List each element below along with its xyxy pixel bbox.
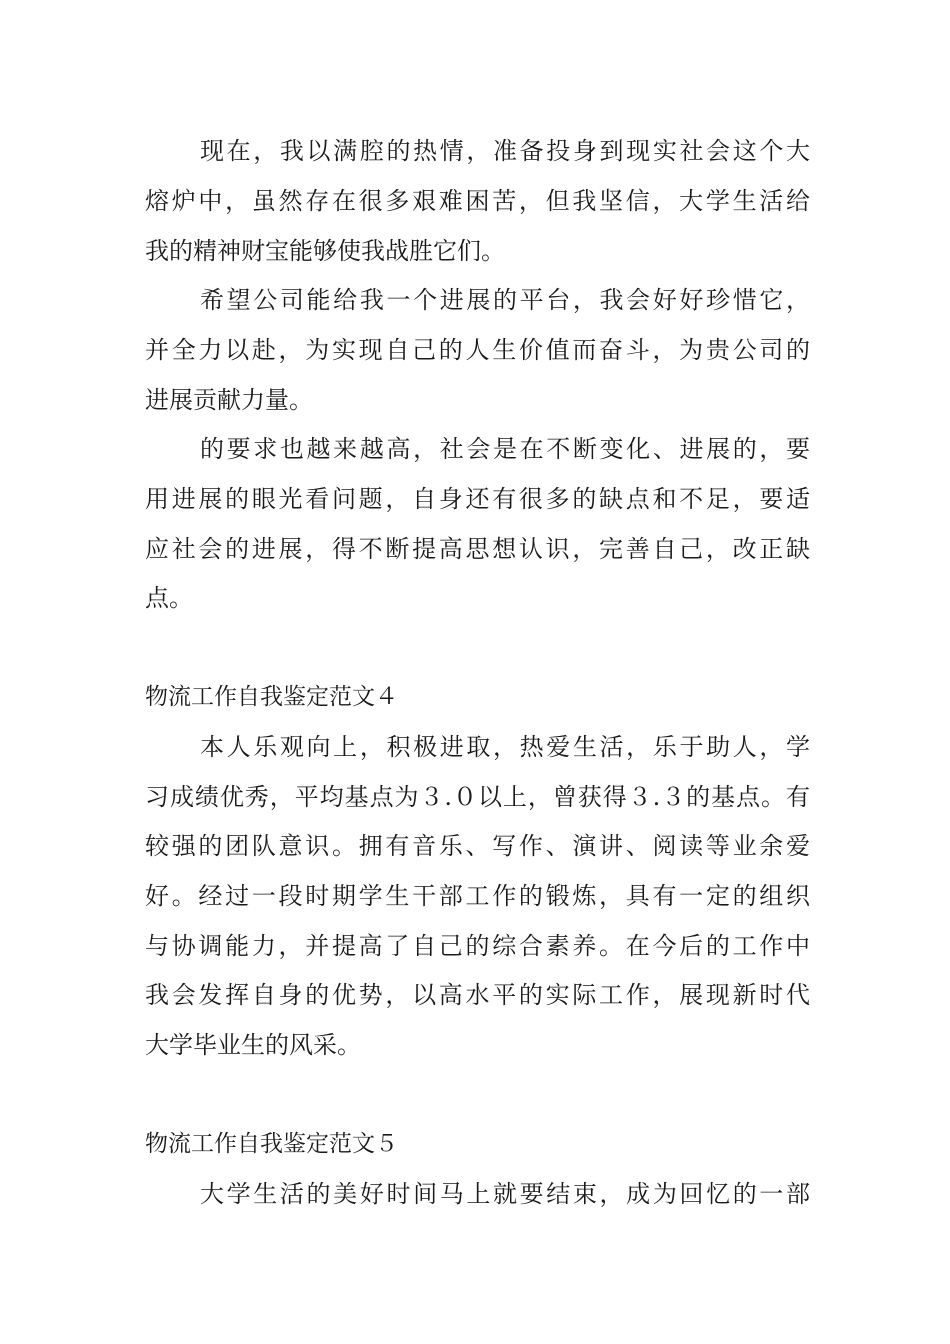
section-heading: 物流工作自我鉴定范文５	[145, 1131, 398, 1157]
paragraph-line: 希望公司能给我一个进展的平台，我会好好珍惜它，	[200, 286, 810, 314]
paragraph-line: 大学生活的美好时间马上就要结束，成为回忆的一部	[200, 1180, 810, 1208]
paragraph-line: 用进展的眼光看问题，自身还有很多的缺点和不足，要适	[145, 485, 810, 513]
paragraph-line: 熔炉中，虽然存在很多艰难困苦，但我坚信，大学生活给	[145, 187, 810, 215]
paragraph-line: 现在，我以满腔的热情，准备投身到现实社会这个大	[200, 137, 810, 165]
paragraph-line: 进展贡献力量。	[145, 386, 313, 414]
paragraph-line: 本人乐观向上，积极进取，热爱生活，乐于助人，学	[200, 733, 810, 761]
paragraph-line: 好。经过一段时期学生干部工作的锻炼，具有一定的组织	[145, 882, 810, 910]
paragraph-line: 的要求也越来越高，社会是在不断变化、进展的，要	[200, 435, 810, 463]
paragraph-line: 大学毕业生的风采。	[145, 1031, 361, 1059]
paragraph-line: 与协调能力，并提高了自己的综合素养。在今后的工作中	[145, 932, 810, 960]
paragraph-line: 较强的团队意识。拥有音乐、写作、演讲、阅读等业余爱	[145, 832, 810, 860]
section-heading: 物流工作自我鉴定范文４	[145, 684, 398, 710]
paragraph-line: 我会发挥自身的优势，以高水平的实际工作，展现新时代	[145, 981, 810, 1009]
paragraph-line: 应社会的进展，得不断提高思想认识，完善自己，改正缺	[145, 535, 810, 563]
paragraph-line: 习成绩优秀，平均基点为３.０以上，曾获得３.３的基点。有	[145, 783, 810, 811]
paragraph-line: 并全力以赴，为实现自己的人生价值而奋斗，为贵公司的	[145, 336, 810, 364]
paragraph-line: 点。	[145, 584, 193, 612]
paragraph-line: 我的精神财宝能够使我战胜它们。	[145, 237, 505, 265]
